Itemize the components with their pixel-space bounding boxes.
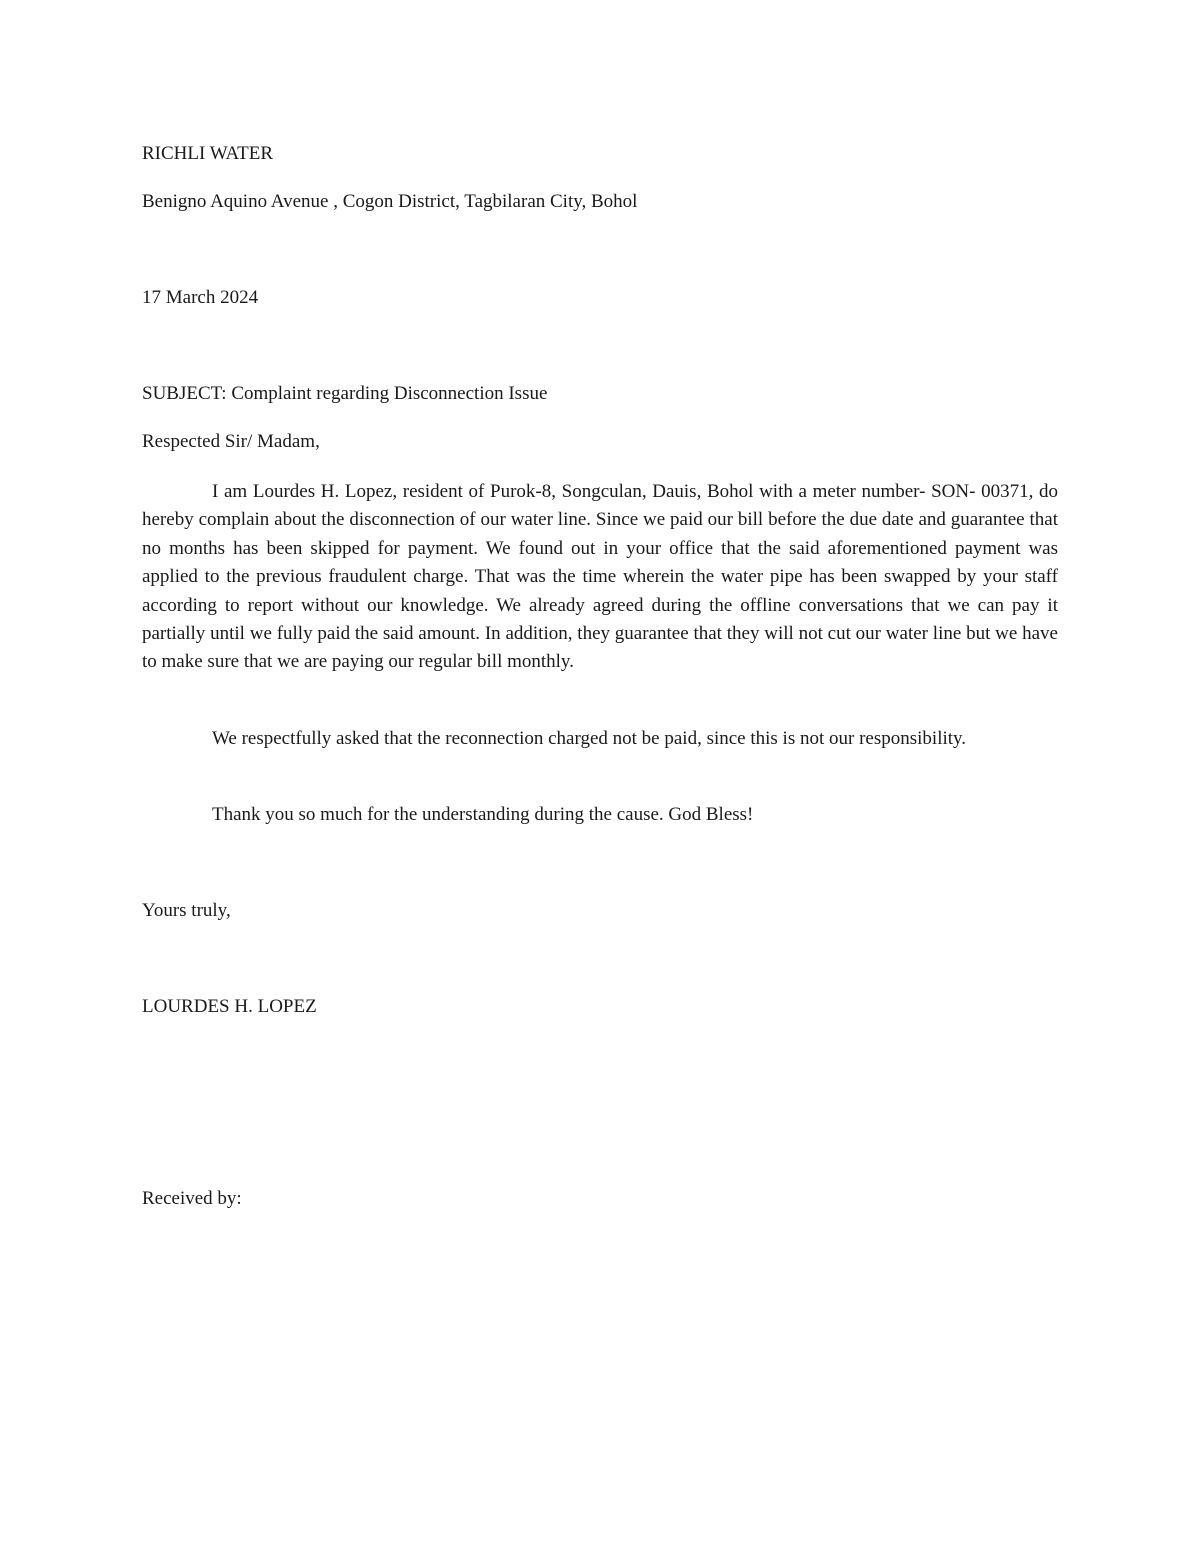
body-paragraph-3: Thank you so much for the understanding during the cause. God Bless! bbox=[212, 804, 754, 825]
body-paragraph-1: I am Lourdes H. Lopez, resident of Purok-8, Songculan, Dauis, Bohol with a meter number- SON- 00371, do hereby complain about the disconnection of our water line. Since we paid our bill before the due date and guarantee that no months has been skipped for payment. We found out in your office that the said aforementioned payment was applied to the previous fraudulent charge. That was the time wherein the water pipe has been swapped by your staff according to report without our knowledge. We already agreed during the offline conversations that we can pay it partially until we fully paid the said amount. In addition, they guarantee that they will not cut our water line but we have to make sure that we are paying our regular bill monthly. bbox=[142, 481, 1058, 673]
signatory-name: LOURDES H. LOPEZ bbox=[142, 996, 317, 1017]
letter-salutation: Respected Sir/ Madam, bbox=[142, 431, 320, 452]
letter-closing: Yours truly, bbox=[142, 900, 231, 921]
sender-address: Benigno Aquino Avenue , Cogon District, Tagbilaran City, Bohol bbox=[142, 191, 638, 212]
letter-subject: SUBJECT: Complaint regarding Disconnection Issue bbox=[142, 383, 548, 404]
received-by-label: Received by: bbox=[142, 1188, 242, 1209]
body-paragraph-2: We respectfully asked that the reconnection charged not be paid, since this is not our responsibility. bbox=[212, 728, 967, 749]
sender-name: RICHLI WATER bbox=[142, 143, 274, 164]
letter-date: 17 March 2024 bbox=[142, 287, 259, 308]
